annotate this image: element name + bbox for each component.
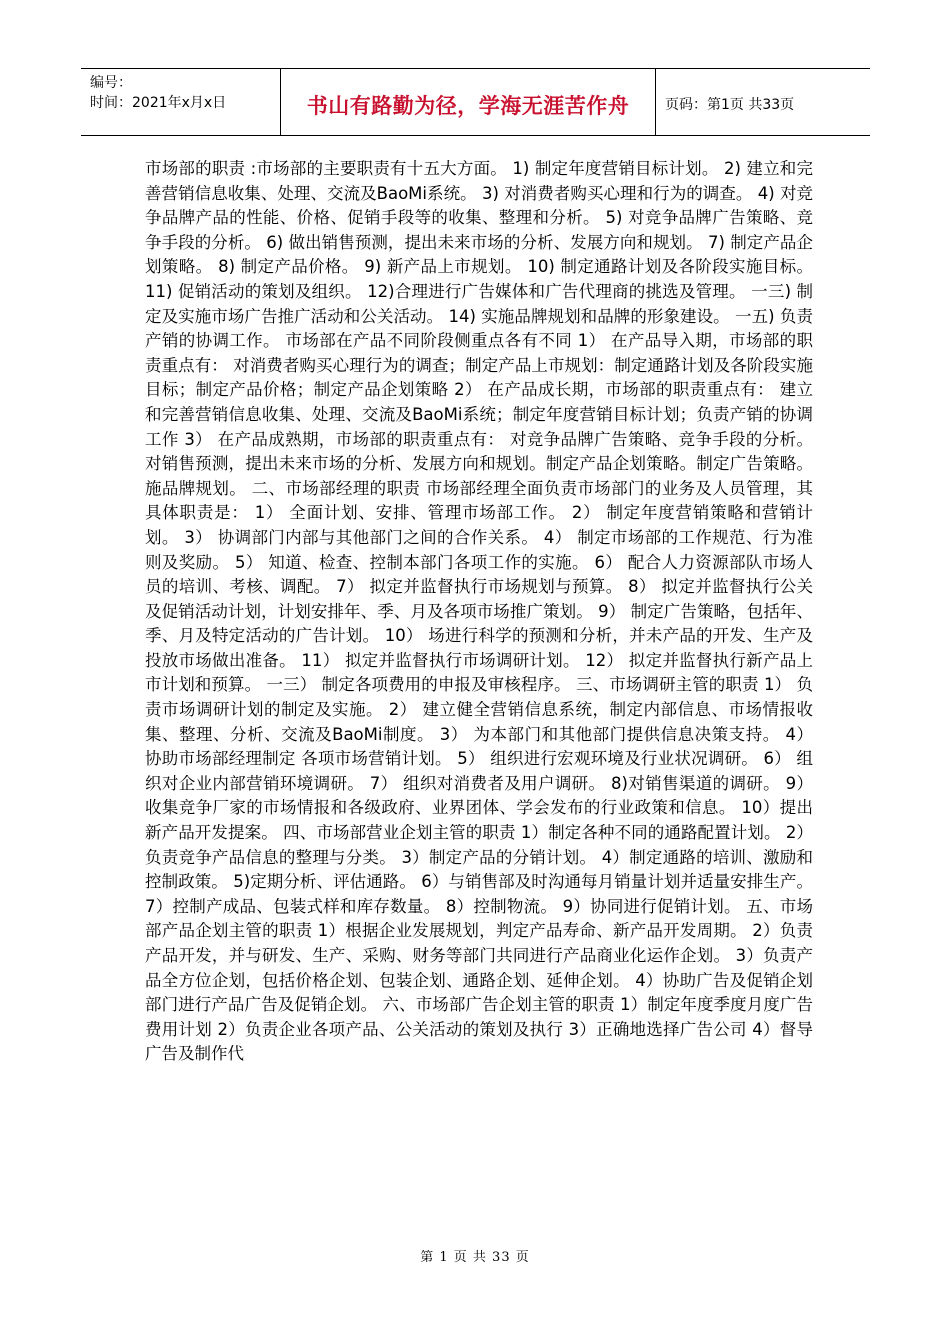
document-body-text: 市场部的职责 :市场部的主要职责有十五大方面。 1) 制定年度营销目标计划。 2) 建立和完善营销信息收集、处理、交流及BaoMi系统。 3) 对消费者购买心理和行为的调查。 4) 对竞争品牌产品的性能、价格、促销手段等的收集、整理和分析。 5) 对竞争品牌广告策略、竞争手段的分析。 6) 做出销售预测，提出未来市场的分析、发展方向和规划。 7) 制定产品企划策略。 8) 制定产品价格。 9) 新产品上市规划。 10) 制定通路计划及各阶段实施目标。 11) 促销活动的策划及组织。 12)合理进行广告媒体和广告代理商的挑选及管理。 一三) 制定及实施市场广告推广活动和公关活动。 14) 实施品牌规划和品牌的形象建设。 一五) 负责产销的协调工作。 市场部在产品不同阶段侧重点各有不同 1） 在产品导入期，市场部的职责重点有： 对消费者购买心理行为的调查；制定产品上市规划：制定通路计划及各阶段实施目标；制定产品价格；制定产品企划策略 2） 在产品成长期，市场部的职责重点有： 建立和完善营销信息收集、处理、交流及BaoMi系统；制定年度营销目标计划；负责产销的协调工作 3） 在产品成熟期，市场部的职责重点有： 对竞争品牌广告策略、竞争手段的分析。对销售预测，提出未来市场的分析、发展方向和规划。制定产品企划策略。制定广告策略。施品牌规划。 二、市场部经理的职责 市场部经理全面负责市场部门的业务及人员管理，其具体职责是： 1） 全面计划、安排、管理市场部工作。 2） 制定年度营销策略和营销计划。 3） 协调部门内部与其他部门之间的合作关系。 4） 制定市场部的工作规范、行为准则及奖励。 5） 知道、检查、控制本部门各项工作的实施。 6） 配合人力资源部队市场人员的培训、考核、调配。 7） 拟定并监督执行市场规划与预算。 8） 拟定并监督执行公关及促销活动计划，计划安排年、季、月及各项市场推广策划。 9） 制定广告策略，包括年、季、月及特定活动的广告计划。 10） 场进行科学的预测和分析，并未产品的开发、生产及投放市场做出准备。 11） 拟定并监督执行市场调研计划。 12） 拟定并监督执行新产品上市计划和预算。 一三） 制定各项费用的申报及审核程序。 三、市场调研主管的职责 1） 负责市场调研计划的制定及实施。 2） 建立健全营销信息系统，制定内部信息、市场情报收集、整理、分析、交流及BaoMi制度。 3） 为本部门和其他部门提供信息决策支持。 4） 协助市场部经理制定 各项市场营销计划。 5） 组织进行宏观环境及行业状况调研。 6） 组织对企业内部营销环境调研。 7） 组织对消费者及用户调研。 8)对销售渠道的调研。 9） 收集竞争厂家的市场情报和各级政府、业界团体、学会发布的行业政策和信息。 10）提出新产品开发提案。 四、市场部营业企划主管的职责 1）制定各种不同的通路配置计划。 2）负责竞争产品信息的整理与分类。 3）制定产品的分销计划。 4）制定通路的培训、激励和控制政策。 5)定期分析、评估通路。 6）与销售部及时沟通每月销量计划并适量安排生产。 7）控制产成品、包装式样和库存数量。 8）控制物流。 9）协同进行促销计划。 五、市场部产品企划主管的职责 1）根据企业发展规划，判定产品寿命、新产品开发周期。 2）负责产品开发，并与研发、生产、采购、财务等部门共同进行产品商业化运作企划。 3）负责产品全方位企划，包括价格企划、包装企划、通路企划、延伸企划。 4）协助广告及促销企划部门进行产品广告及促销企划。 六、市场部广告企划主管的职责 1）制定年度季度月度广告费用计划 2）负责企业各项产品、公关活动的策划及执行 3）正确地选择广告公司 4）督导广告及制作代 bbox=[145, 159, 813, 1064]
doc-time-label: 时间：2021年x月x日 bbox=[90, 95, 227, 111]
doc-number-label: 编号： bbox=[90, 75, 132, 91]
header-page-cell bbox=[656, 69, 870, 135]
header-page-info: 页码：第1页 共33页 bbox=[665, 97, 795, 113]
header-motto-cell bbox=[281, 69, 656, 135]
page-footer: 第 1 页 共 33 页 bbox=[420, 1250, 530, 1265]
document-header bbox=[81, 68, 870, 136]
header-meta-cell bbox=[81, 69, 281, 135]
header-motto: 书山有路勤为径，学海无涯苦作舟 bbox=[306, 94, 630, 118]
